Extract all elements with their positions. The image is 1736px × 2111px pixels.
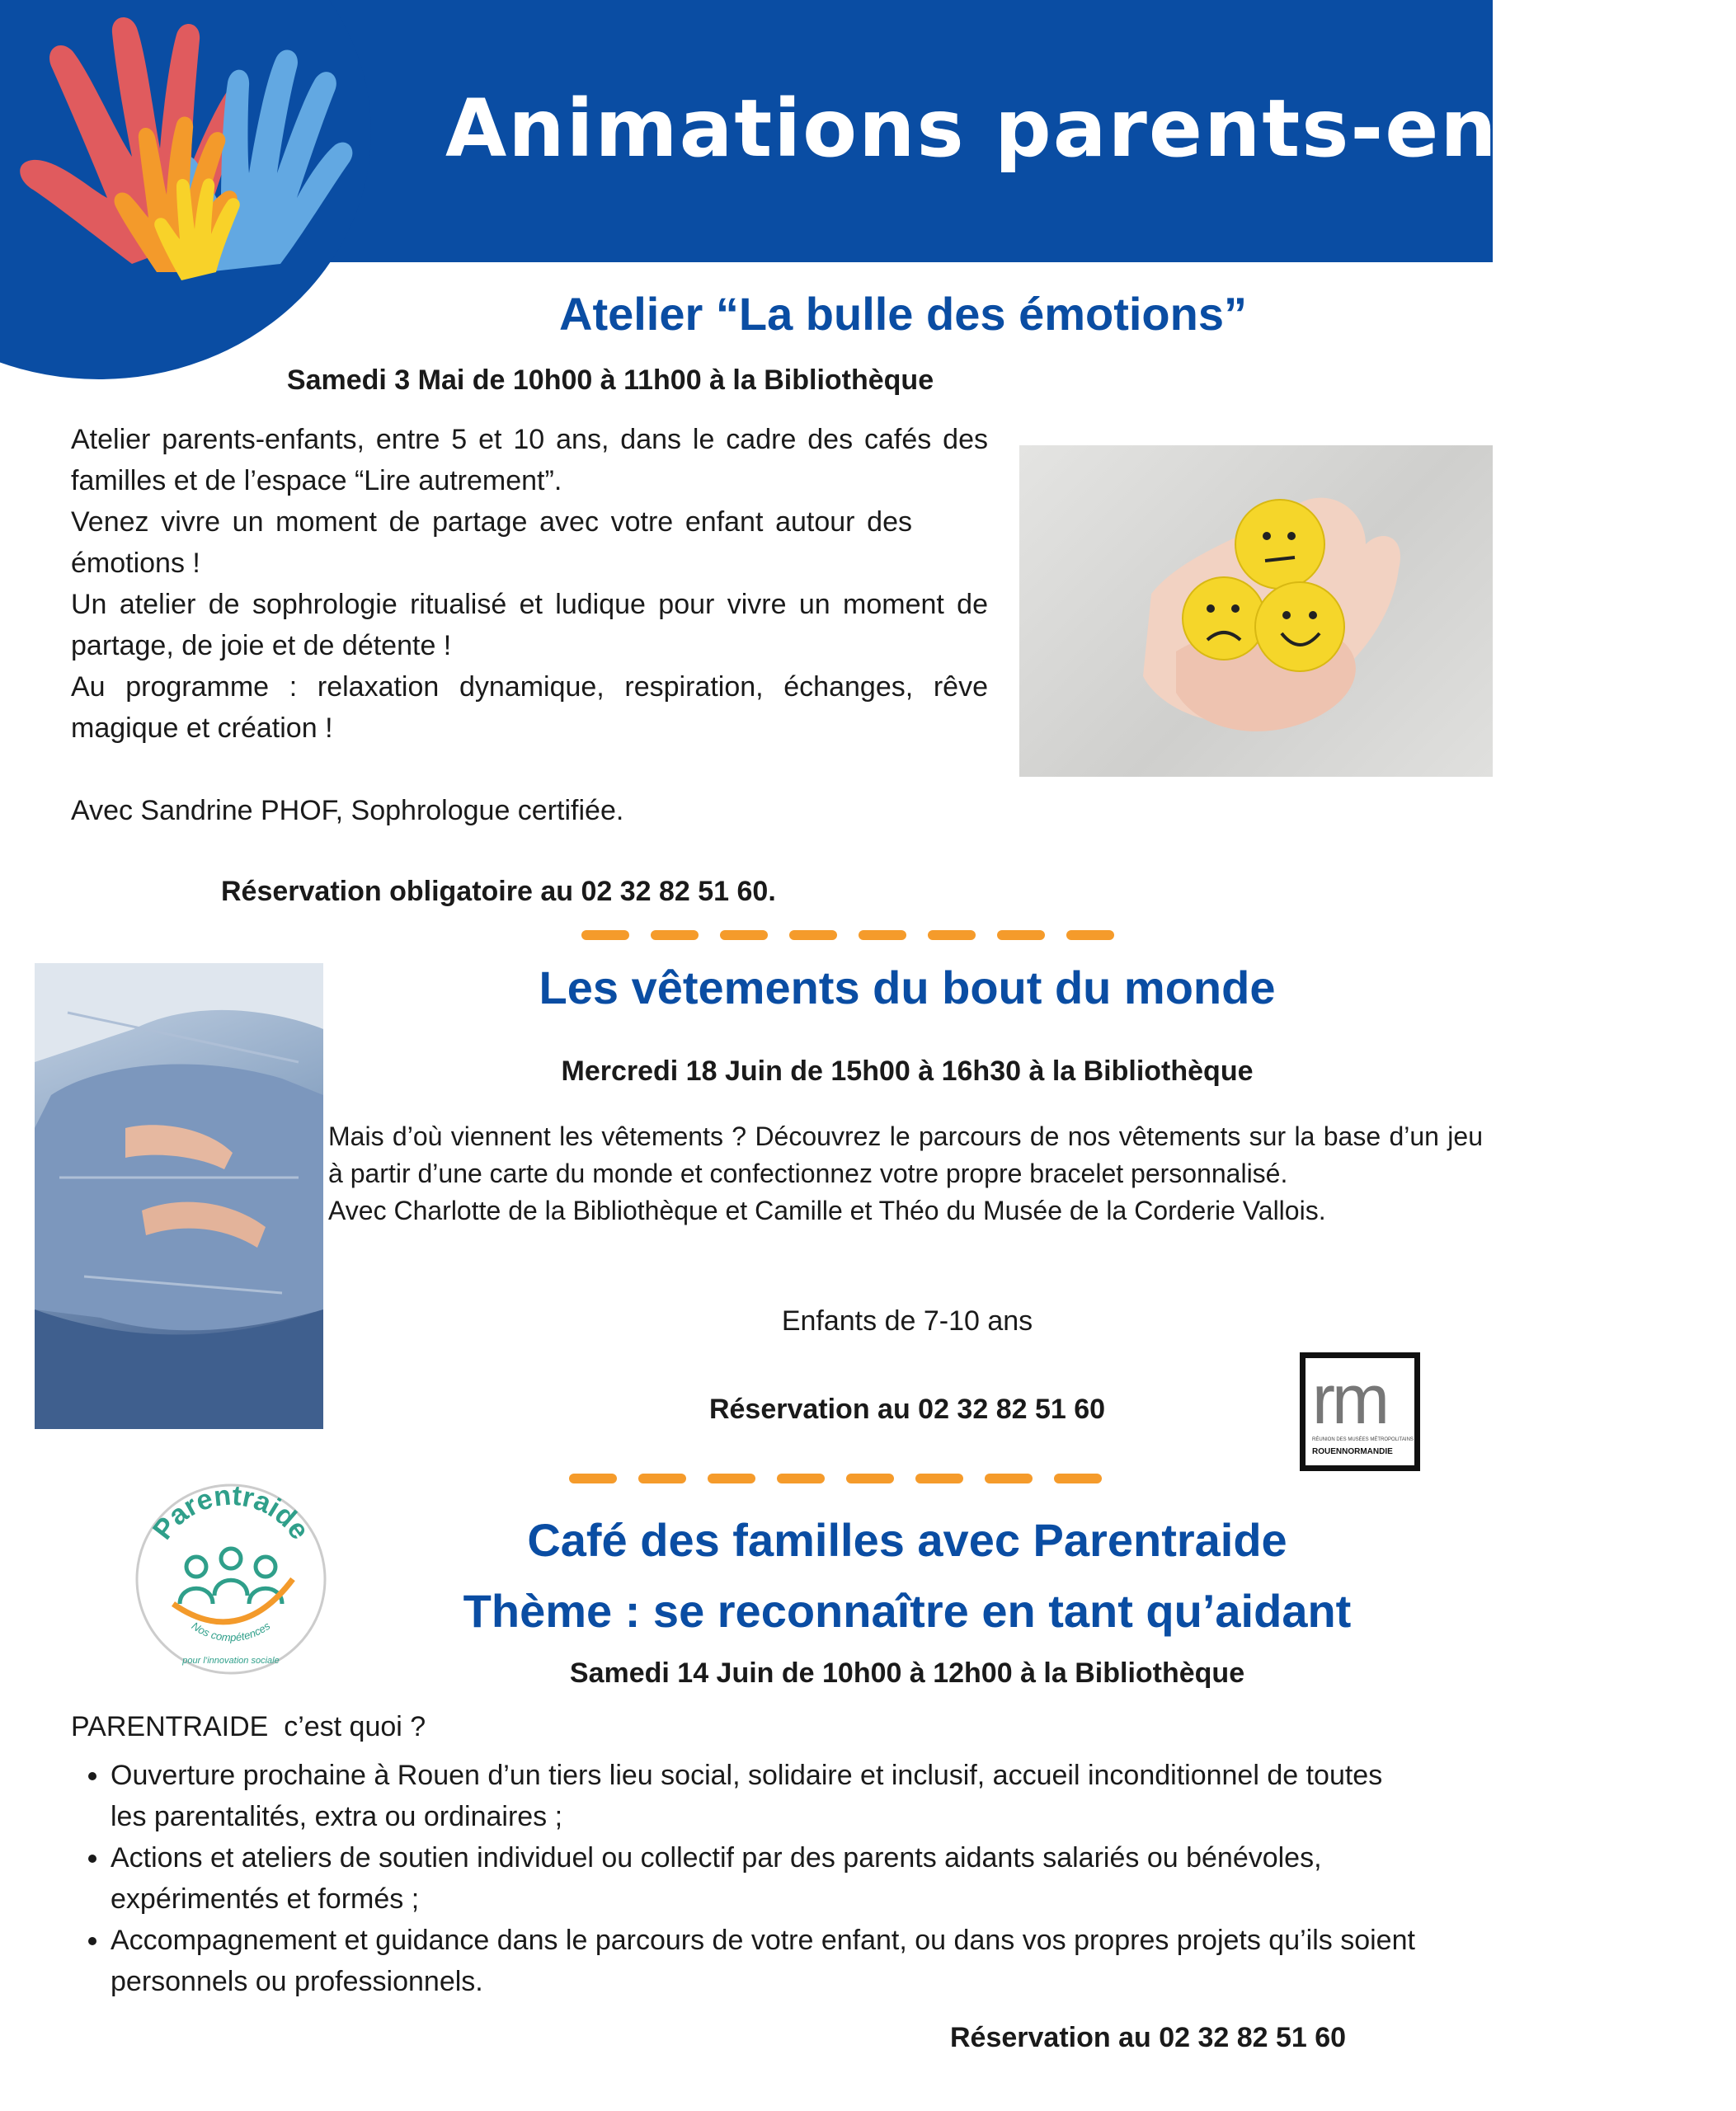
section3-bullet-list xyxy=(71,1755,1423,2002)
list-item: • Actions et ateliers de soutien individuel ou collectif par des parents aidants salariés ou bénévoles, expérimentés et formés ; xyxy=(111,1837,1423,1920)
rm-logo-small-text: RÉUNION DES MUSÉES MÉTROPOLITAINS xyxy=(1312,1437,1414,1442)
hands-logo-icon xyxy=(0,0,379,297)
section2-paragraph: Mais d’où viennent les vêtements ? Découvrez le parcours de nos vêtements sur la base d’un jeu à partir d’une carte du monde et confectionnez votre propre bracelet personnalisé. xyxy=(328,1121,1483,1188)
spacer xyxy=(71,749,988,790)
emoji-faces-icon xyxy=(1019,445,1493,777)
rm-logo-brand: ROUENNORMANDIE xyxy=(1312,1447,1393,1456)
section3-title-line2: Thème : se reconnaître en tant qu’aidant xyxy=(463,1585,1352,1637)
section3-date: Samedi 14 Juin de 10h00 à 12h00 à la Bibliothèque xyxy=(569,1657,1245,1689)
denim-hands-icon xyxy=(35,963,323,1429)
section1-description xyxy=(71,419,988,831)
section1-reservation: Réservation obligatoire au 02 32 82 51 60. xyxy=(221,876,776,907)
section1-host: Avec Sandrine PHOF, Sophrologue certifiée. xyxy=(71,795,624,826)
emotions-photo xyxy=(1019,445,1493,777)
parentraide-logo xyxy=(132,1480,330,1678)
section3-intro: PARENTRAIDE c’est quoi ? xyxy=(71,1711,426,1742)
denim-clothes-photo xyxy=(35,963,323,1429)
section2-reservation: Réservation au 02 32 82 51 60 xyxy=(708,1394,1106,1425)
parentraide-logo-name: Parentraide xyxy=(146,1480,316,1546)
parentraide-logo-tagline: pour l’innovation sociale xyxy=(182,1656,280,1666)
section2-age: Enfants de 7-10 ans xyxy=(781,1305,1033,1337)
rm-logo-letters: rm xyxy=(1312,1361,1386,1438)
section2-date: Mercredi 18 Juin de 15h00 à 16h30 à la Bibliothèque xyxy=(561,1056,1254,1087)
section1-title: Atelier “La bulle des émotions” xyxy=(559,288,1247,340)
section3-reservation: Réservation au 02 32 82 51 60 xyxy=(950,2022,1347,2053)
section1-paragraph: Atelier parents-enfants, entre 5 et 10 ans, dans le cadre des cafés des familles et de l’espace “Lire autrement”. xyxy=(71,424,988,496)
list-item: • Accompagnement et guidance dans le parcours de votre enfant, ou dans vos propres projets qu’ils soient personnels ou professionnels. xyxy=(111,1920,1423,2002)
section1-paragraph: Au programme : relaxation dynamique, respiration, échanges, rêve magique et création ! xyxy=(71,671,988,744)
rm-museum-logo xyxy=(1300,1352,1420,1471)
page-title: Animations parents-enfants xyxy=(445,82,1736,175)
orange-dash-divider xyxy=(581,930,1114,942)
section2-description xyxy=(328,1118,1483,1229)
section1-date: Samedi 3 Mai de 10h00 à 11h00 à la Bibliothèque xyxy=(286,364,934,396)
parentraide-logo-icon xyxy=(132,1480,330,1678)
section3-title xyxy=(363,1505,1451,1647)
section1-paragraph: Venez vivre un moment de partage avec votre enfant autour des émotions ! xyxy=(71,506,912,579)
section1-paragraph: Un atelier de sophrologie ritualisé et ludique pour vivre un moment de partage, de joie et de détente ! xyxy=(71,589,988,661)
parentraide-logo-tagline: Nos compétences xyxy=(189,1619,273,1644)
orange-dash-divider xyxy=(569,1474,1102,1485)
section2-paragraph: Avec Charlotte de la Bibliothèque et Camille et Théo du Musée de la Corderie Vallois. xyxy=(328,1196,1326,1225)
section2-title: Les vêtements du bout du monde xyxy=(539,961,1276,1013)
list-item: • Ouverture prochaine à Rouen d’un tiers lieu social, solidaire et inclusif, accueil inconditionnel de toutes les parentalités, extra ou ordinaires ; xyxy=(111,1755,1423,1837)
section3-title-line1: Café des familles avec Parentraide xyxy=(527,1514,1287,1566)
